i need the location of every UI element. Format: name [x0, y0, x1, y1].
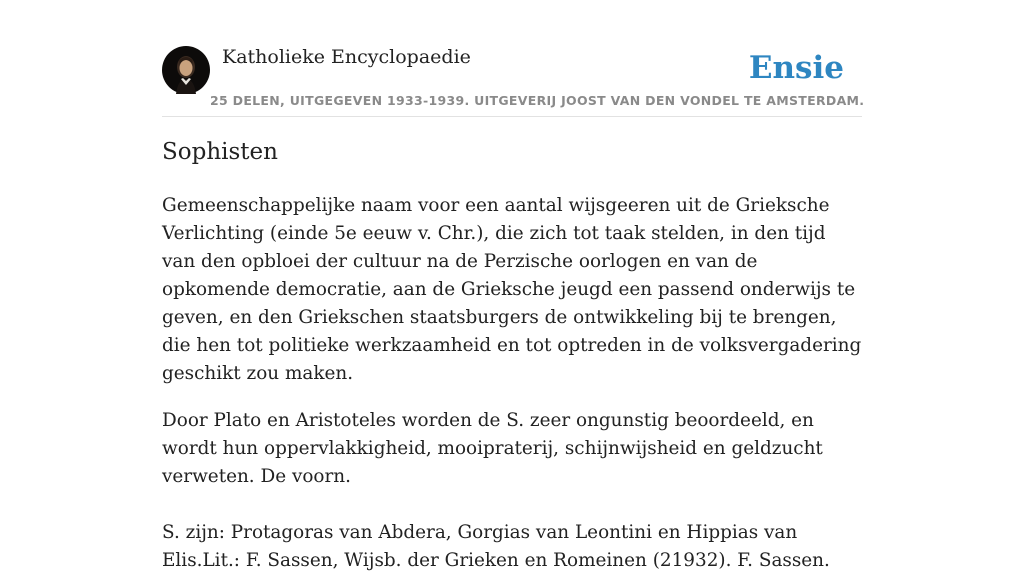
ensie-logo-link[interactable]: Ensie [748, 50, 844, 86]
source-subtitle: 25 DELEN, UITGEGEVEN 1933-1939. UITGEVERIJ JOOST VAN DEN VONDEL TE AMSTERDAM. [210, 93, 865, 108]
article-paragraph: S. zijn: Protagoras van Abdera, Gorgias van Leontini en Hippias van Elis.Lit.: F. Sassen, Wijsb. der Grieken en Romeinen (21932). F. Sassen. [162, 522, 830, 571]
article-paragraph: Gemeenschappelijke naam voor een aantal wijsgeeren uit de Grieksche Verlichting (einde 5e eeuw v. Chr.), die zich tot taak stelden, in den tijd van den opbloei der cultuur na de Perzische oorlogen en van de opkomende democratie, aan de Grieksche jeugd een passend onderwijs te geven, en den Griekschen staatsburgers de ontwikkeling bij te brengen, die hen tot politieke werkzaamheid en tot optreden in de volksvergadering geschikt zou maken. [162, 195, 862, 384]
source-header [162, 46, 865, 117]
article-paragraph: Door Plato en Aristoteles worden de S. zeer ongunstig beoordeeld, en wordt hun oppervlakkigheid, mooipraterij, schijnwijsheid en geldzucht verweten. De voorn. [162, 410, 823, 487]
article-body [162, 192, 864, 575]
portrait-avatar-icon[interactable] [162, 46, 210, 94]
article-title: Sophisten [162, 139, 278, 165]
source-title[interactable]: Katholieke Encyclopaedie [222, 46, 471, 68]
